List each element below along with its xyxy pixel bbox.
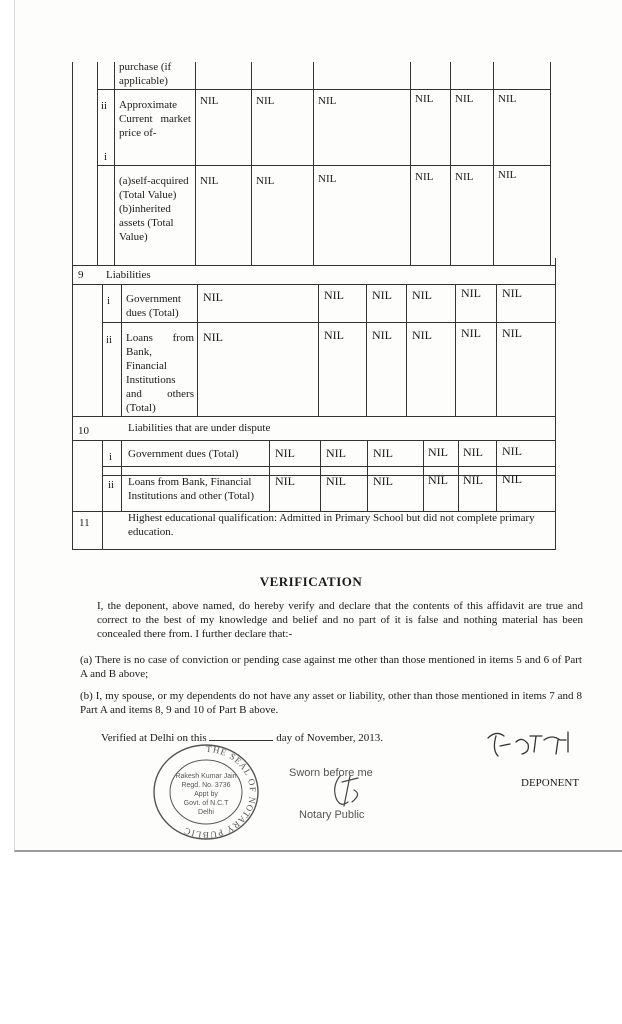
value-cell: NIL bbox=[275, 446, 295, 460]
verification-intro: I, the deponent, above named, do hereby verify and declare that the contents of this affidavit are true and correct to the best of my knowledge and belief and no part of it is false and nothing material has been concealed there from. I further declare that:- bbox=[97, 600, 583, 640]
notary-seal bbox=[150, 740, 262, 842]
govt-dues-label: Government dues (Total) bbox=[128, 448, 239, 460]
assets-label: (a)self-acquired (Total Value) (b)inherited assets (Total Value) bbox=[119, 175, 189, 243]
verification-title: VERIFICATION bbox=[259, 574, 363, 589]
value-cell: NIL bbox=[324, 288, 344, 302]
row-number: i bbox=[109, 451, 113, 463]
value-cell: NIL bbox=[415, 171, 434, 183]
declaration-item-b: (b) I, my spouse, or my dependents do not have any asset or liability, other than those mentioned in items 7 and 8 Part A and items 8, 9 and 10 of Part B above. bbox=[80, 690, 582, 716]
blank-area bbox=[0, 852, 622, 1024]
value-cell: NIL bbox=[412, 328, 432, 342]
row-number: 9 bbox=[78, 269, 84, 281]
value-cell: NIL bbox=[326, 446, 346, 460]
row-number: ii bbox=[101, 100, 108, 112]
value-cell: NIL bbox=[502, 472, 522, 486]
loans-label: Loans from Bank, Financial Institutions and other (Total) bbox=[128, 476, 255, 502]
value-cell: NIL bbox=[463, 445, 483, 459]
value-cell: NIL bbox=[455, 171, 474, 183]
value-cell: NIL bbox=[318, 173, 337, 185]
value-cell: NIL bbox=[502, 444, 522, 458]
value-cell: NIL bbox=[203, 330, 223, 344]
svg-text:Appt by: Appt by bbox=[194, 791, 218, 798]
svg-text:Rakesh Kumar Jain: Rakesh Kumar Jain bbox=[175, 773, 237, 780]
value-cell: NIL bbox=[200, 95, 219, 107]
education-text: Highest educational qualification: Admitted in Primary School but did not complete primary education. bbox=[128, 512, 535, 538]
value-cell: NIL bbox=[372, 288, 392, 302]
value-cell: NIL bbox=[502, 286, 522, 300]
sworn-before-text: Sworn before me bbox=[289, 767, 373, 779]
svg-text:Govt. of N.C.T: Govt. of N.C.T bbox=[183, 800, 229, 807]
value-cell: NIL bbox=[412, 288, 432, 302]
value-cell: NIL bbox=[461, 286, 481, 300]
declaration-item-a: (a) There is no case of conviction or pending case against me other than those mentioned in items 5 and 6 of Part A and B above; bbox=[80, 654, 582, 680]
value-cell: NIL bbox=[256, 175, 275, 187]
verified-prefix: Verified at Delhi on this bbox=[101, 732, 207, 744]
row-number: ii bbox=[108, 479, 115, 491]
deponent-signature bbox=[482, 722, 578, 768]
value-cell: NIL bbox=[463, 473, 483, 487]
row-number: ii bbox=[106, 334, 113, 346]
value-cell: NIL bbox=[200, 175, 219, 187]
value-cell: NIL bbox=[372, 328, 392, 342]
value-cell: NIL bbox=[498, 93, 517, 105]
loans-label: Loans from Bank, Financial Institutions and others (Total) bbox=[126, 332, 194, 414]
row-number: 11 bbox=[79, 517, 90, 529]
verified-suffix: day of November, 2013. bbox=[276, 732, 383, 744]
disputed-liabilities-heading: Liabilities that are under dispute bbox=[128, 422, 271, 434]
svg-text:Delhi: Delhi bbox=[198, 809, 214, 816]
market-price-label: Approximate Current market price of- bbox=[119, 99, 191, 139]
value-cell: NIL bbox=[502, 326, 522, 340]
notary-signature bbox=[322, 772, 372, 812]
liabilities-heading: Liabilities bbox=[106, 269, 151, 281]
value-cell: NIL bbox=[415, 93, 434, 105]
value-cell: NIL bbox=[256, 95, 275, 107]
purchase-label: purchase (if applicable) bbox=[119, 61, 172, 87]
value-cell: NIL bbox=[498, 169, 517, 181]
svg-text:THE SEAL OF NOTARY PUBLIC: THE SEAL OF NOTARY PUBLIC bbox=[181, 743, 259, 841]
value-cell: NIL bbox=[203, 290, 223, 304]
deponent-label: DEPONENT bbox=[521, 777, 580, 789]
row-number: i bbox=[104, 151, 108, 163]
govt-dues-label: Government dues (Total) bbox=[126, 293, 181, 319]
value-cell: NIL bbox=[326, 474, 346, 488]
value-cell: NIL bbox=[324, 328, 344, 342]
value-cell: NIL bbox=[461, 326, 481, 340]
value-cell: NIL bbox=[373, 446, 393, 460]
row-number: i bbox=[107, 295, 111, 307]
value-cell: NIL bbox=[275, 474, 295, 488]
row-number: 10 bbox=[78, 425, 89, 437]
value-cell: NIL bbox=[428, 445, 448, 459]
value-cell: NIL bbox=[428, 473, 448, 487]
svg-text:Regd. No. 3736: Regd. No. 3736 bbox=[181, 782, 231, 789]
value-cell: NIL bbox=[318, 95, 337, 107]
value-cell: NIL bbox=[373, 474, 393, 488]
value-cell: NIL bbox=[455, 93, 474, 105]
notary-public-text: Notary Public bbox=[299, 809, 365, 821]
